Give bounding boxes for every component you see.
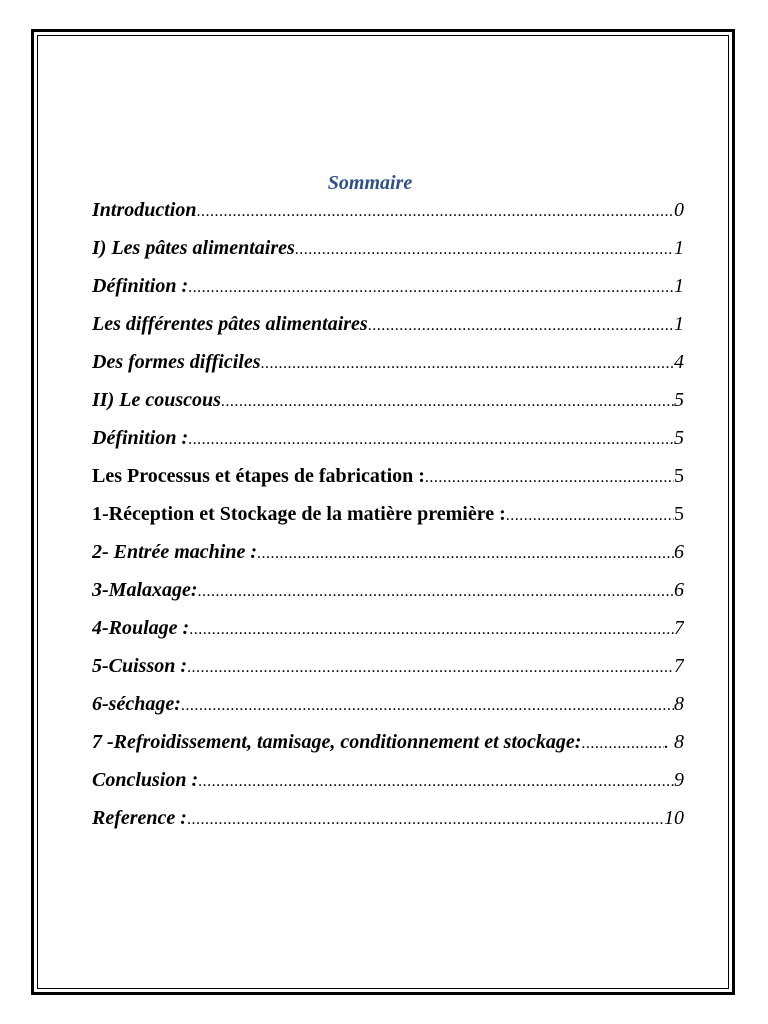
toc-entry-page: 7 [674, 617, 684, 639]
toc-entry-label: II) Le couscous [92, 389, 221, 411]
toc-entry-label: Reference : [92, 807, 187, 829]
toc-dot-leader [198, 773, 674, 791]
toc-entry-page: 1 [674, 237, 684, 259]
toc-entry-cuisson [92, 655, 684, 693]
toc-entry-page: 10 [664, 807, 684, 829]
toc-entry-reference [92, 807, 684, 845]
toc-dot-leader [187, 811, 664, 829]
toc-entry-page: 5 [674, 389, 684, 411]
toc-entry-label: I) Les pâtes alimentaires [92, 237, 295, 259]
table-of-contents [92, 199, 684, 845]
toc-entry-page: 4 [674, 351, 684, 373]
toc-dot-leader [181, 697, 674, 715]
toc-entry-page: 0 [674, 199, 684, 221]
toc-entry-definition-1 [92, 275, 684, 313]
toc-dot-leader [189, 621, 674, 639]
toc-dot-leader [198, 583, 674, 601]
toc-entry-conclusion [92, 769, 684, 807]
toc-entry-label: Définition : [92, 275, 189, 297]
toc-entry-page: . 8 [664, 731, 684, 753]
toc-dot-leader [196, 203, 674, 221]
toc-entry-label: Les Processus et étapes de fabrication : [92, 465, 425, 487]
toc-dot-leader [261, 355, 675, 373]
toc-entry-label: 5-Cuisson : [92, 655, 188, 677]
toc-dot-leader [257, 545, 674, 563]
toc-entry-definition-2 [92, 427, 684, 465]
toc-entry-roulage [92, 617, 684, 655]
toc-entry-couscous [92, 389, 684, 427]
toc-entry-page: 5 [674, 465, 684, 487]
toc-entry-page: 9 [674, 769, 684, 791]
toc-entry-page: 8 [674, 693, 684, 715]
toc-entry-label: 1-Réception et Stockage de la matière première : [92, 503, 506, 525]
toc-entry-page: 1 [674, 313, 684, 335]
toc-dot-leader [368, 317, 674, 335]
toc-dot-leader [581, 735, 664, 753]
toc-dot-leader [506, 507, 674, 525]
toc-entry-introduction [92, 199, 684, 237]
toc-entry-label: 2- Entrée machine : [92, 541, 257, 563]
toc-entry-label: 6-séchage: [92, 693, 181, 715]
toc-dot-leader [221, 393, 674, 411]
page-title: Sommaire [327, 172, 413, 194]
toc-entry-page: 1 [674, 275, 684, 297]
toc-entry-page: 6 [674, 579, 684, 601]
toc-entry-label: 3-Malaxage: [92, 579, 198, 601]
toc-entry-label: Les différentes pâtes alimentaires [92, 313, 368, 335]
toc-entry-label: Introduction [92, 199, 197, 221]
toc-entry-processus [92, 465, 684, 503]
toc-entry-page: 5 [674, 503, 684, 525]
toc-entry-sechage [92, 693, 684, 731]
toc-entry-label: Des formes difficiles [92, 351, 261, 373]
toc-entry-label: Définition : [92, 427, 189, 449]
toc-dot-leader [425, 469, 674, 487]
toc-dot-leader [187, 659, 674, 677]
toc-entry-page: 7 [674, 655, 684, 677]
toc-dot-leader [188, 279, 674, 297]
toc-entry-entree-machine [92, 541, 684, 579]
toc-entry-page: 6 [674, 541, 684, 563]
toc-entry-formes-difficiles [92, 351, 684, 389]
toc-entry-reception-stockage [92, 503, 684, 541]
toc-entry-page: 5 [674, 427, 684, 449]
toc-dot-leader [188, 431, 674, 449]
toc-entry-differentes-pates [92, 313, 684, 351]
toc-entry-malaxage [92, 579, 684, 617]
toc-entry-pates-alimentaires [92, 237, 684, 275]
toc-entry-label: 4-Roulage : [92, 617, 190, 639]
toc-dot-leader [295, 241, 674, 259]
toc-entry-label: 7 -Refroidissement, tamisage, conditionnement et stockage: [92, 731, 582, 753]
toc-entry-label: Conclusion : [92, 769, 199, 791]
toc-entry-refroidissement [92, 731, 684, 769]
